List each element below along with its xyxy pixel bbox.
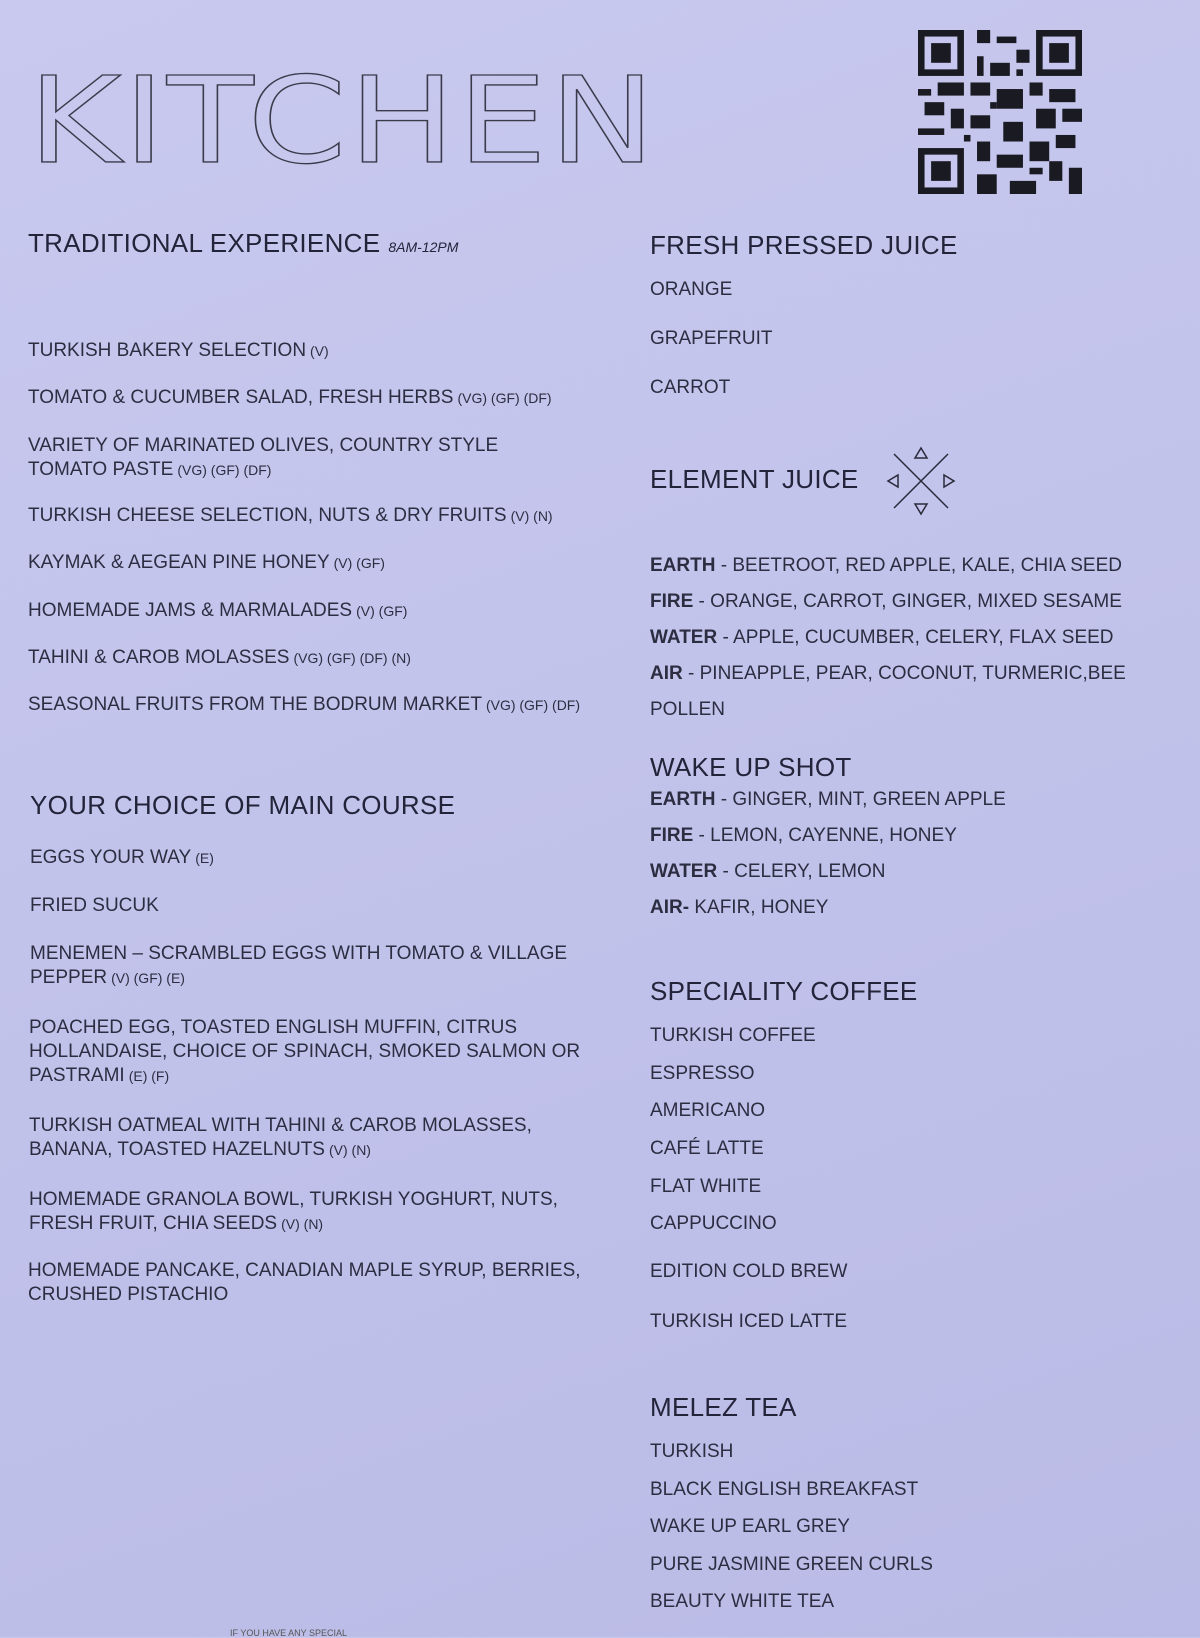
element-juice-heading: ELEMENT JUICE (650, 464, 859, 494)
list-item: EARTH - GINGER, MINT, GREEN APPLE (650, 789, 1006, 810)
list-item: POACHED EGG, TOASTED ENGLISH MUFFIN, CITRUS HOLLANDAISE, CHOICE OF SPINACH, SMOKED SALMON OR PASTRAMI (E) (F) (29, 1017, 581, 1086)
list-item: WAKE UP EARL GREY (650, 1516, 850, 1537)
wake-up-shot-heading: WAKE UP SHOT (650, 752, 852, 782)
list-item: EGGS YOUR WAY (E) (30, 847, 214, 868)
traditional-heading: TRADITIONAL EXPERIENCE 8AM-12PM (28, 228, 459, 258)
wake-up-shot-list (650, 782, 1006, 926)
list-item: AIR- KAFIR, HONEY (650, 897, 829, 918)
list-item: FRIED SUCUK (30, 895, 159, 916)
list-item: CAPPUCCINO (650, 1213, 777, 1234)
list-item: WATER - CELERY, LEMON (650, 861, 886, 882)
main-course-heading: YOUR CHOICE OF MAIN COURSE (30, 790, 456, 820)
list-item: BLACK ENGLISH BREAKFAST (650, 1479, 919, 1500)
list-item: KAYMAK & AEGEAN PINE HONEY (V) (GF) (28, 552, 385, 573)
list-item: HOMEMADE PANCAKE, CANADIAN MAPLE SYRUP, BERRIES, CRUSHED PISTACHIO (28, 1260, 581, 1305)
list-item: AIR - PINEAPPLE, PEAR, COCONUT, TURMERIC,BEE POLLEN (650, 663, 1126, 720)
element-juice-header (650, 452, 990, 512)
list-item: TURKISH ICED LATTE (650, 1311, 848, 1332)
list-item: HOMEMADE JAMS & MARMALADES (V) (GF) (28, 600, 408, 621)
qr-code-icon[interactable] (918, 30, 1082, 194)
list-item: EDITION COLD BREW (650, 1261, 848, 1282)
list-item: GRAPEFRUIT (650, 328, 773, 349)
list-item: EARTH - BEETROOT, RED APPLE, KALE, CHIA SEED (650, 555, 1122, 576)
list-item: TURKISH (650, 1441, 734, 1462)
fresh-juice-heading: FRESH PRESSED JUICE (650, 230, 958, 260)
list-item: TAHINI & CAROB MOLASSES (VG) (GF) (DF) (N) (28, 647, 411, 668)
list-item: TURKISH OATMEAL WITH TAHINI & CAROB MOLASSES, BANANA, TOASTED HAZELNUTS (V) (N) (29, 1115, 532, 1160)
tea-heading: MELEZ TEA (650, 1392, 797, 1422)
list-item: CARROT (650, 377, 731, 398)
list-item: TOMATO & CUCUMBER SALAD, FRESH HERBS (VG) (GF) (DF) (28, 387, 552, 408)
element-juice-list (650, 548, 1190, 728)
list-item: VARIETY OF MARINATED OLIVES, COUNTRY STYLE TOMATO PASTE (VG) (GF) (DF) (28, 435, 499, 480)
list-item: ORANGE (650, 279, 733, 300)
list-item: AMERICANO (650, 1100, 766, 1121)
list-item: TURKISH COFFEE (650, 1025, 816, 1046)
footer-note: IF YOU HAVE ANY SPECIAL (230, 1628, 348, 1638)
list-item: ESPRESSO (650, 1063, 755, 1084)
list-item: PURE JASMINE GREEN CURLS (650, 1554, 933, 1575)
list-item: WATER - APPLE, CUCUMBER, CELERY, FLAX SEED (650, 627, 1114, 648)
list-item: CAFÉ LATTE (650, 1138, 764, 1159)
list-item: BEAUTY WHITE TEA (650, 1591, 835, 1612)
coffee-heading: SPECIALITY COFFEE (650, 976, 918, 1006)
list-item: TURKISH BAKERY SELECTION (V) (28, 340, 329, 361)
hours-label: 8AM-12PM (388, 239, 459, 255)
list-item: SEASONAL FRUITS FROM THE BODRUM MARKET (VG) (GF) (DF) (28, 694, 581, 715)
list-item: FLAT WHITE (650, 1176, 762, 1197)
list-item: FIRE - ORANGE, CARROT, GINGER, MIXED SESAME (650, 591, 1122, 612)
list-item: HOMEMADE GRANOLA BOWL, TURKISH YOGHURT, NUTS, FRESH FRUIT, CHIA SEEDS (V) (N) (29, 1189, 558, 1234)
element-cross-triangles-icon (886, 446, 956, 516)
list-item: TURKISH CHEESE SELECTION, NUTS & DRY FRUITS (V) (N) (28, 505, 553, 526)
list-item: MENEMEN – SCRAMBLED EGGS WITH TOMATO & VILLAGE PEPPER (V) (GF) (E) (30, 943, 568, 988)
page-title: KITCHEN (28, 51, 658, 191)
list-item: FIRE - LEMON, CAYENNE, HONEY (650, 825, 957, 846)
